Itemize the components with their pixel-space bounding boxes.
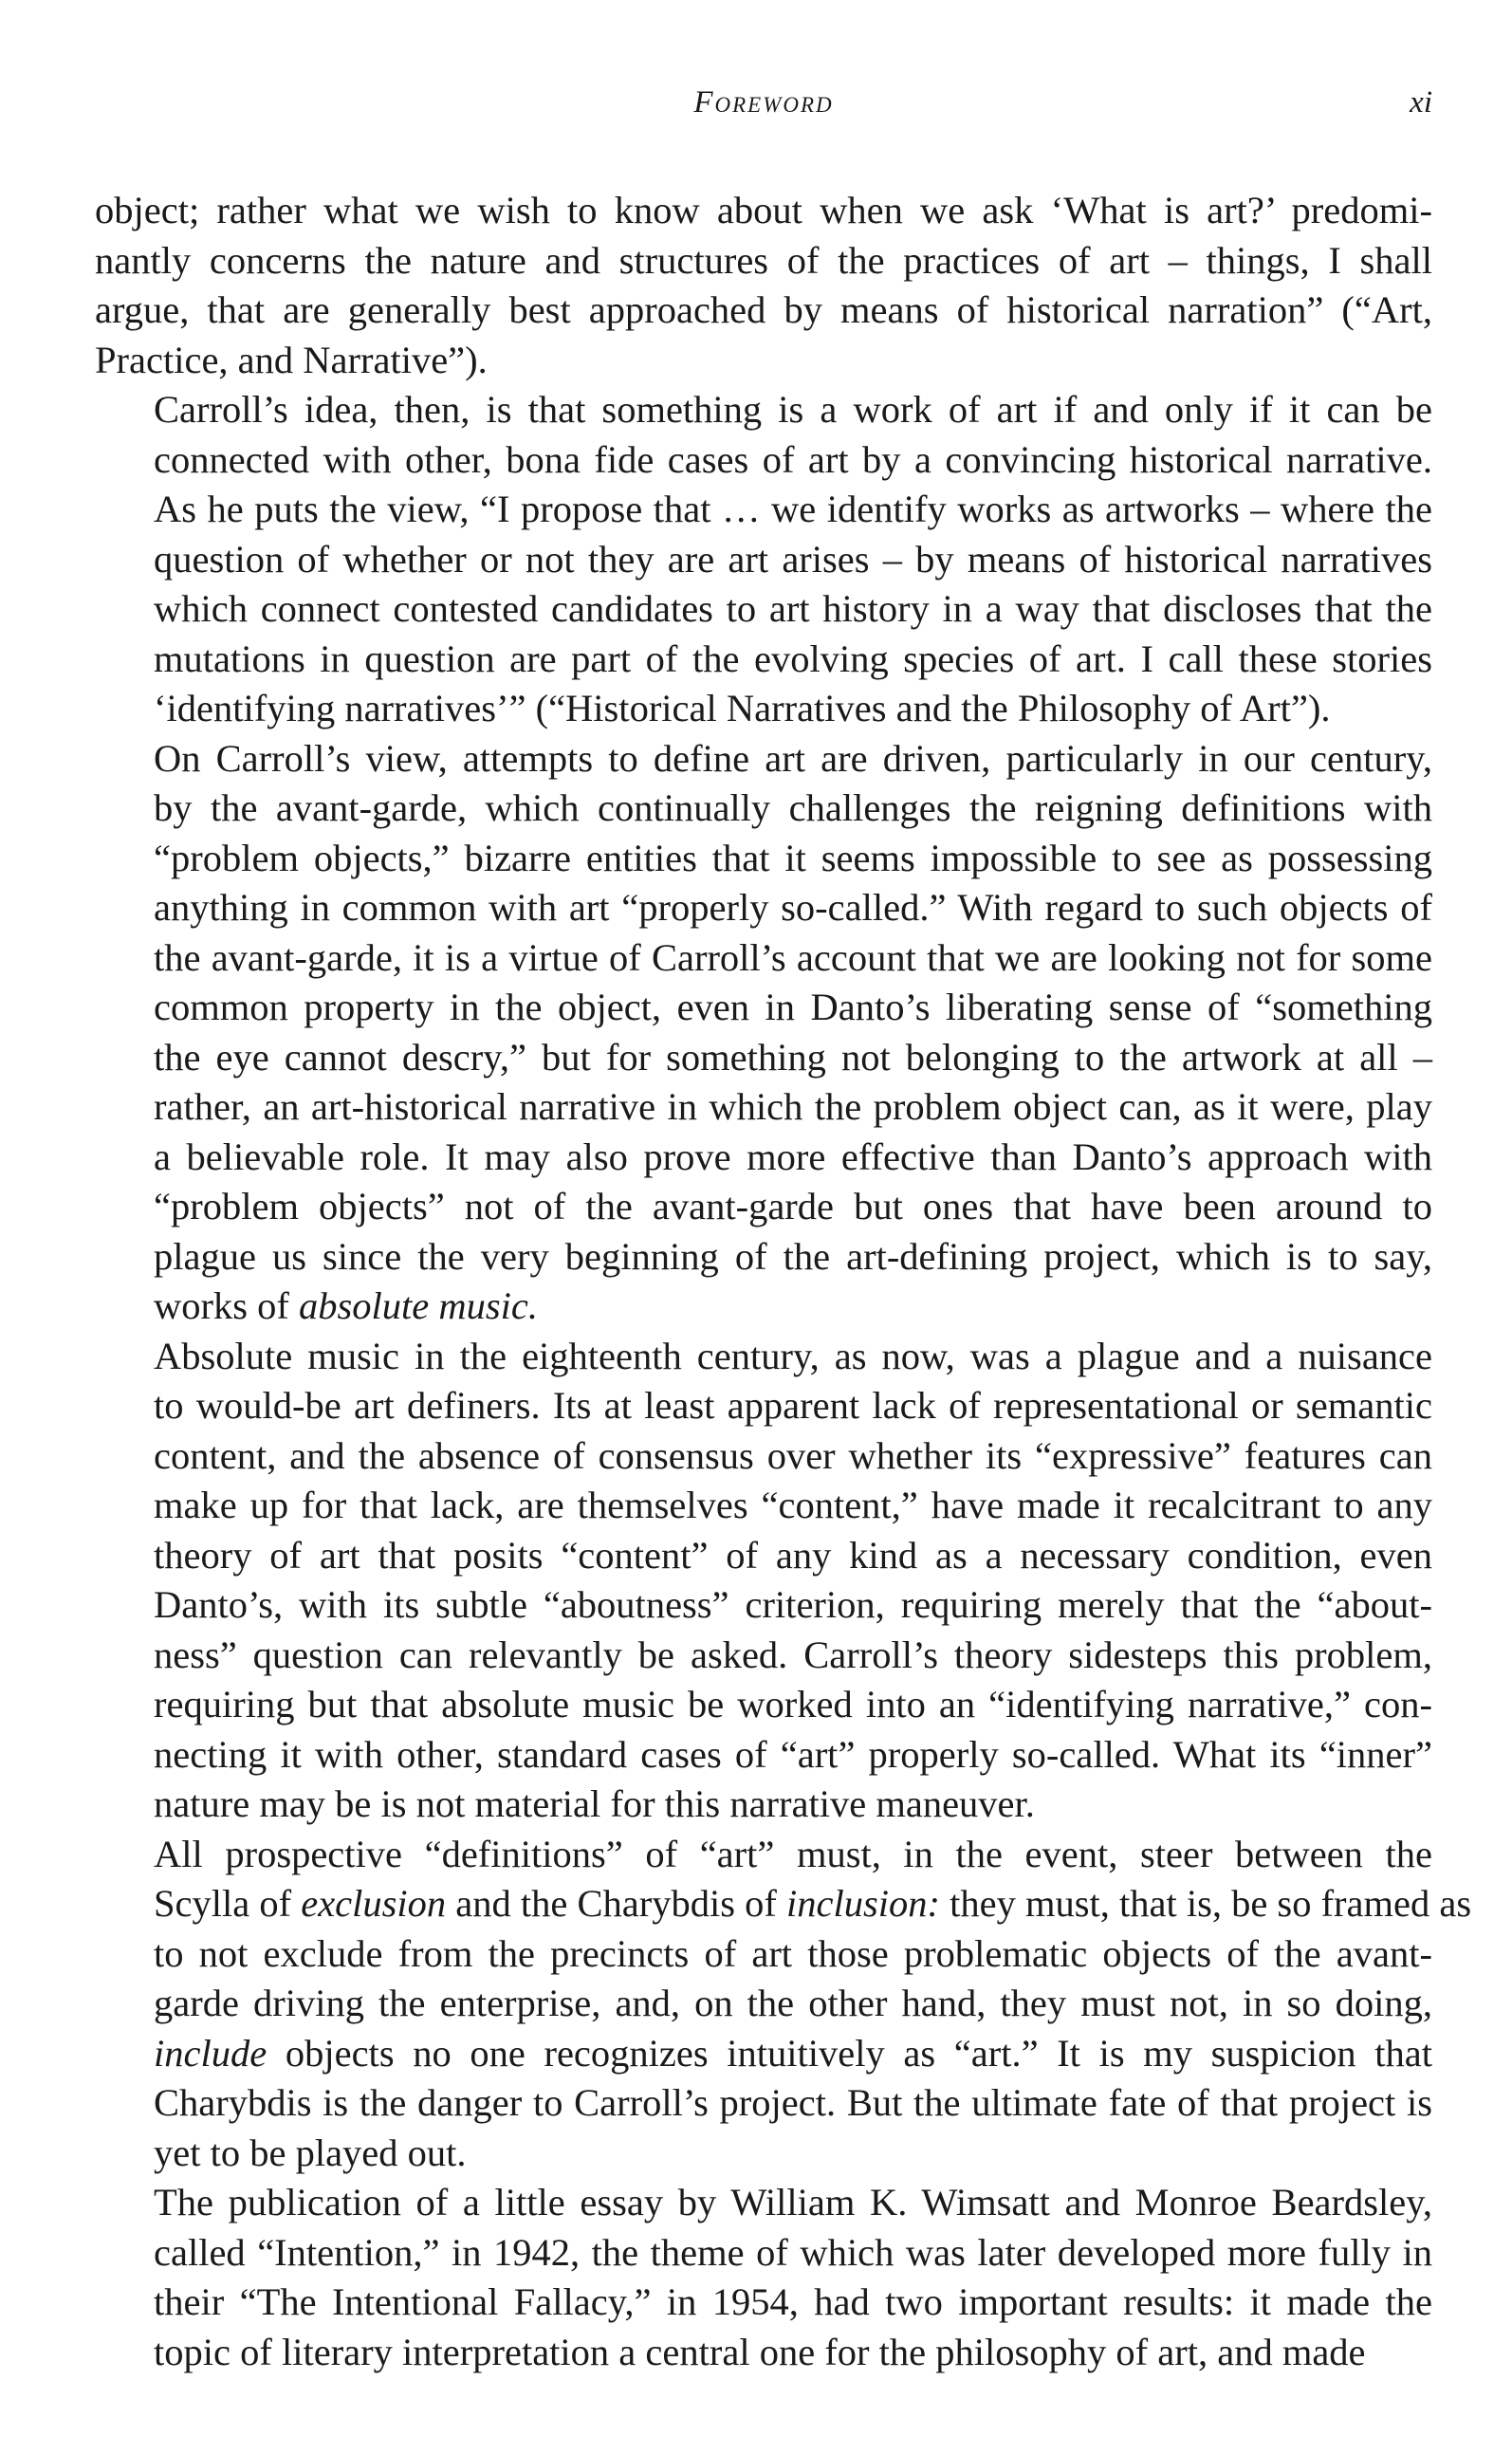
text-line: to not exclude from the precincts of art those problematic objects of the avant- xyxy=(154,1931,1432,1975)
body-text xyxy=(95,186,1472,2377)
text-line: anything in common with art “properly so-called.” With regard to such objects of xyxy=(154,886,1432,929)
text-line: All prospective “definitions” of “art” must, in the event, steer between the xyxy=(154,1832,1432,1875)
text-line: object; rather what we wish to know about when we ask ‘What is art?’ predomi- xyxy=(95,189,1432,231)
text-line: Danto’s, with its subtle “aboutness” criterion, requiring merely that the “about- xyxy=(154,1583,1432,1626)
text-line: by the avant-garde, which continually challenges the reigning definitions with xyxy=(154,786,1432,829)
text-line: The publication of a little essay by William K. Wimsatt and Monroe Beardsley, xyxy=(154,2181,1432,2223)
text-line: connected with other, bona fide cases of art by a convincing historical narrative. xyxy=(154,437,1432,481)
text-line: Charybdis is the danger to Carroll’s project. But the ultimate fate of that project is xyxy=(154,2081,1432,2124)
text-line: works of absolute music. xyxy=(154,1284,538,1327)
text-line: Carroll’s idea, then, is that something is a work of art if and only if it can be xyxy=(154,388,1432,431)
paragraph xyxy=(95,734,1432,1332)
section-title: Foreword xyxy=(693,85,834,120)
text-line: their “The Intentional Fallacy,” in 1954, had two important results: it made the xyxy=(154,2280,1432,2323)
text-line: called “Intention,” in 1942, the theme of which was later developed more fully in xyxy=(154,2230,1432,2274)
text-line: nature may be is not material for this narrative maneuver. xyxy=(154,1782,1035,1825)
text-line: argue, that are generally best approached by means of historical narration” (“Art, xyxy=(95,288,1432,331)
paragraph xyxy=(95,2178,1432,2377)
text-line: nantly concerns the nature and structures of the practices of art – things, I shall xyxy=(95,238,1432,282)
text-line: a believable role. It may also prove more effective than Danto’s approach with xyxy=(154,1135,1432,1178)
text-line: rather, an art-historical narrative in which the problem object can, as it were, play xyxy=(154,1085,1432,1128)
text-line: garde driving the enterprise, and, on the other hand, they must not, in so doing, xyxy=(154,1982,1432,2024)
text-line: the avant-garde, it is a virtue of Carroll’s account that we are looking not for some xyxy=(154,935,1432,979)
text-line: On Carroll’s view, attempts to define art are driven, particularly in our century, xyxy=(154,736,1432,780)
paragraph xyxy=(95,1332,1432,1830)
text-line: As he puts the view, “I propose that … we identify works as artworks – where the xyxy=(154,488,1432,530)
paragraph xyxy=(95,1830,1472,2179)
text-line: include objects no one recognizes intuitively as “art.” It is my suspicion that xyxy=(154,2031,1432,2075)
text-line: ‘identifying narratives’” (“Historical Narratives and the Philosophy of Art”). xyxy=(154,687,1331,729)
text-line: necting it with other, standard cases of “art” properly so-called. What its “inner” xyxy=(154,1732,1432,1776)
text-line: “problem objects” not of the avant-garde but ones that have been around to xyxy=(154,1185,1432,1227)
running-head xyxy=(95,85,1432,133)
text-line: Scylla of exclusion and the Charybdis of inclusion: they must, that is, be so framed as xyxy=(154,1882,1472,1925)
text-line: Practice, and Narrative”). xyxy=(95,338,488,381)
text-line: make up for that lack, are themselves “content,” have made it recalcitrant to any xyxy=(154,1484,1432,1526)
text-line: plague us since the very beginning of the art-defining project, which is to say, xyxy=(154,1234,1432,1278)
page-number: xi xyxy=(1410,85,1432,120)
text-line: mutations in question are part of the evolving species of art. I call these stories xyxy=(154,637,1432,680)
text-line: Absolute music in the eighteenth century, as now, was a plague and a nuisance xyxy=(154,1334,1432,1377)
text-line: content, and the absence of consensus over whether its “expressive” features can xyxy=(154,1433,1432,1477)
text-line: theory of art that posits “content” of any kind as a necessary condition, even xyxy=(154,1533,1432,1577)
text-line: the eye cannot descry,” but for something not belonging to the artwork at all – xyxy=(154,1035,1432,1079)
text-line: which connect contested candidates to art history in a way that discloses that the xyxy=(154,587,1432,630)
text-line: topic of literary interpretation a central one for the philosophy of art, and made xyxy=(154,2330,1366,2373)
text-line: to would-be art definers. Its at least apparent lack of representational or semantic xyxy=(154,1384,1432,1427)
text-line: ness” question can relevantly be asked. Carroll’s theory sidesteps this problem, xyxy=(154,1633,1432,1676)
text-line: “problem objects,” bizarre entities that it seems impossible to see as possessing xyxy=(154,836,1432,879)
text-line: question of whether or not they are art arises – by means of historical narratives xyxy=(154,537,1432,581)
paragraph xyxy=(95,385,1432,734)
paragraph xyxy=(95,186,1432,385)
text-line: yet to be played out. xyxy=(154,2131,467,2174)
text-line: common property in the object, even in Danto’s liberating sense of “something xyxy=(154,986,1432,1028)
text-line: requiring but that absolute music be worked into an “identifying narrative,” con- xyxy=(154,1683,1432,1725)
